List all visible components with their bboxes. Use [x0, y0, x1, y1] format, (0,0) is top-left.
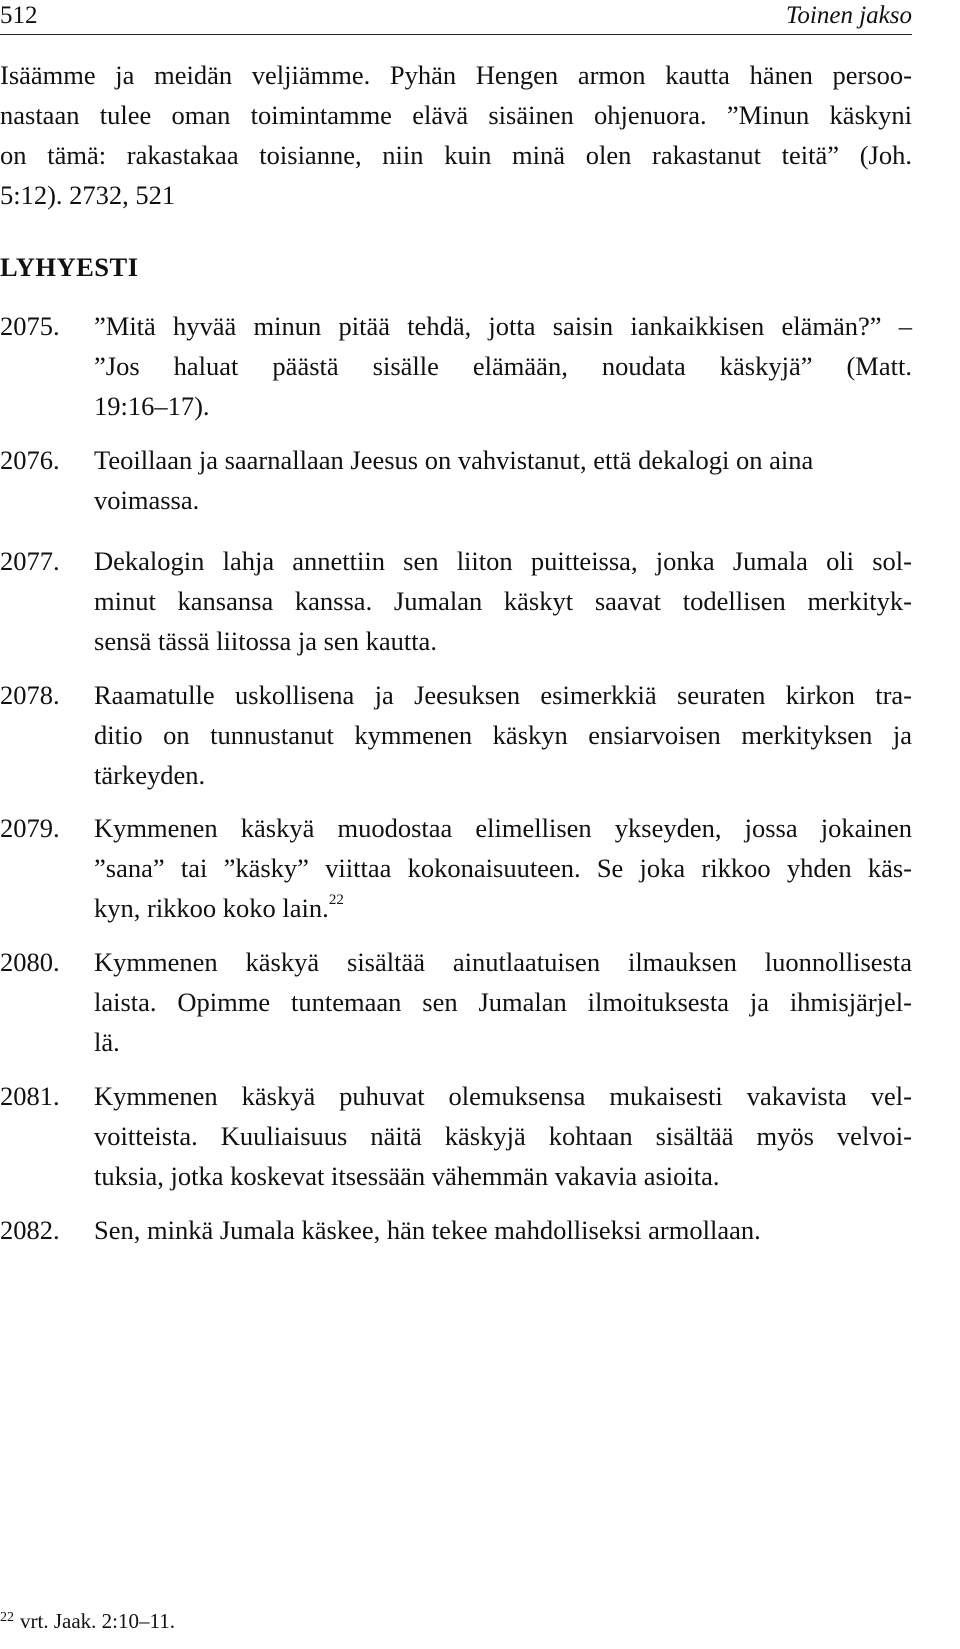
text-line: Kymmenen käskyä sisältää ainutlaatuisen ilmauksen luonnollisesta [94, 947, 912, 977]
text-line: ”Mitä hyvää minun pitää tehdä, jotta saisin iankaikkisen elämän?” – [94, 311, 912, 341]
text-line: tuksia, jotka koskevat itsessään vähemmän vakavia asioita. [94, 1161, 720, 1191]
entry-number: 2078. [0, 680, 60, 710]
text-line: lä. [94, 1027, 120, 1057]
text-line: minut kansansa kanssa. Jumalan käskyt saavat todellisen merkityk- [94, 586, 912, 616]
text-line: on tämä: rakastakaa toisianne, niin kuin minä olen rakastanut teitä” (Joh. [0, 140, 912, 170]
entry-number: 2076. [0, 445, 60, 475]
text-line: Kymmenen käskyä muodostaa elimellisen ykseyden, jossa jokainen [94, 813, 912, 843]
entry-text [94, 541, 912, 661]
text-line-with-footnote [94, 888, 912, 928]
text-line: Sen, minkä Jumala käskee, hän tekee mahdolliseksi armollaan. [94, 1215, 761, 1245]
entry-text [94, 306, 912, 426]
text-line: Raamatulle uskollisena ja Jeesuksen esimerkkiä seuraten kirkon tra- [94, 680, 912, 710]
footnote-mark: 22 [0, 1610, 14, 1625]
text-line: sensä tässä liitossa ja sen kautta. [94, 626, 437, 656]
footnote-text: vrt. Jaak. 2:10–11. [20, 1609, 175, 1633]
text-line: ”Jos haluat päästä sisälle elämään, noudata käskyjä” (Matt. [94, 351, 912, 381]
entry-text [94, 1210, 912, 1250]
text-line: Isäämme ja meidän veljiämme. Pyhän Hengen armon kautta hänen persoo- [0, 60, 912, 90]
section-heading: LYHYESTI [0, 252, 139, 282]
entry-text [94, 942, 912, 1062]
text-line: voimassa. [94, 485, 200, 515]
text-line: 5:12). 2732, 521 [0, 180, 176, 210]
text-line: Kymmenen käskyä puhuvat olemuksensa mukaisesti vakavista vel- [94, 1081, 912, 1111]
section-title: Toinen jakso [785, 2, 912, 29]
entry-text [94, 808, 912, 928]
text-line: laista. Opimme tuntemaan sen Jumalan ilmoituksesta ja ihmisjärjel- [94, 987, 912, 1017]
text-line: ditio on tunnustanut kymmenen käskyn ensiarvoisen merkityksen ja [94, 720, 912, 750]
footnote [0, 1606, 175, 1640]
text-line: ”sana” tai ”käsky” viittaa kokonaisuuteen. Se joka rikkoo yhden käs- [94, 853, 912, 883]
entry-number: 2080. [0, 947, 60, 977]
entry-text [94, 675, 912, 795]
entry-number: 2075. [0, 311, 60, 341]
text-line: Dekalogin lahja annettiin sen liiton puitteissa, jonka Jumala oli sol- [94, 546, 912, 576]
entry-number: 2079. [0, 813, 60, 843]
entry-text [94, 440, 912, 520]
entry-number: 2082. [0, 1215, 60, 1245]
entry-text [94, 1076, 912, 1196]
text-line: Teoillaan ja saarnallaan Jeesus on vahvistanut, että dekalogi on aina [94, 445, 814, 475]
text-line: 19:16–17). [94, 391, 210, 421]
entry-number: 2081. [0, 1081, 60, 1111]
text-line: kyn, rikkoo koko lain. [94, 893, 329, 923]
text-line: tärkeyden. [94, 760, 206, 790]
page-number: 512 [0, 2, 38, 29]
running-header [0, 0, 912, 35]
text-line: nastaan tulee oman toimintamme elävä sisäinen ohjenuora. ”Minun käskyni [0, 100, 912, 130]
intro-paragraph [0, 55, 912, 215]
footnote-reference[interactable]: 22 [328, 892, 344, 909]
entry-number: 2077. [0, 546, 60, 576]
text-line: voitteista. Kuuliaisuus näitä käskyjä kohtaan sisältää myös velvoi- [94, 1121, 912, 1151]
